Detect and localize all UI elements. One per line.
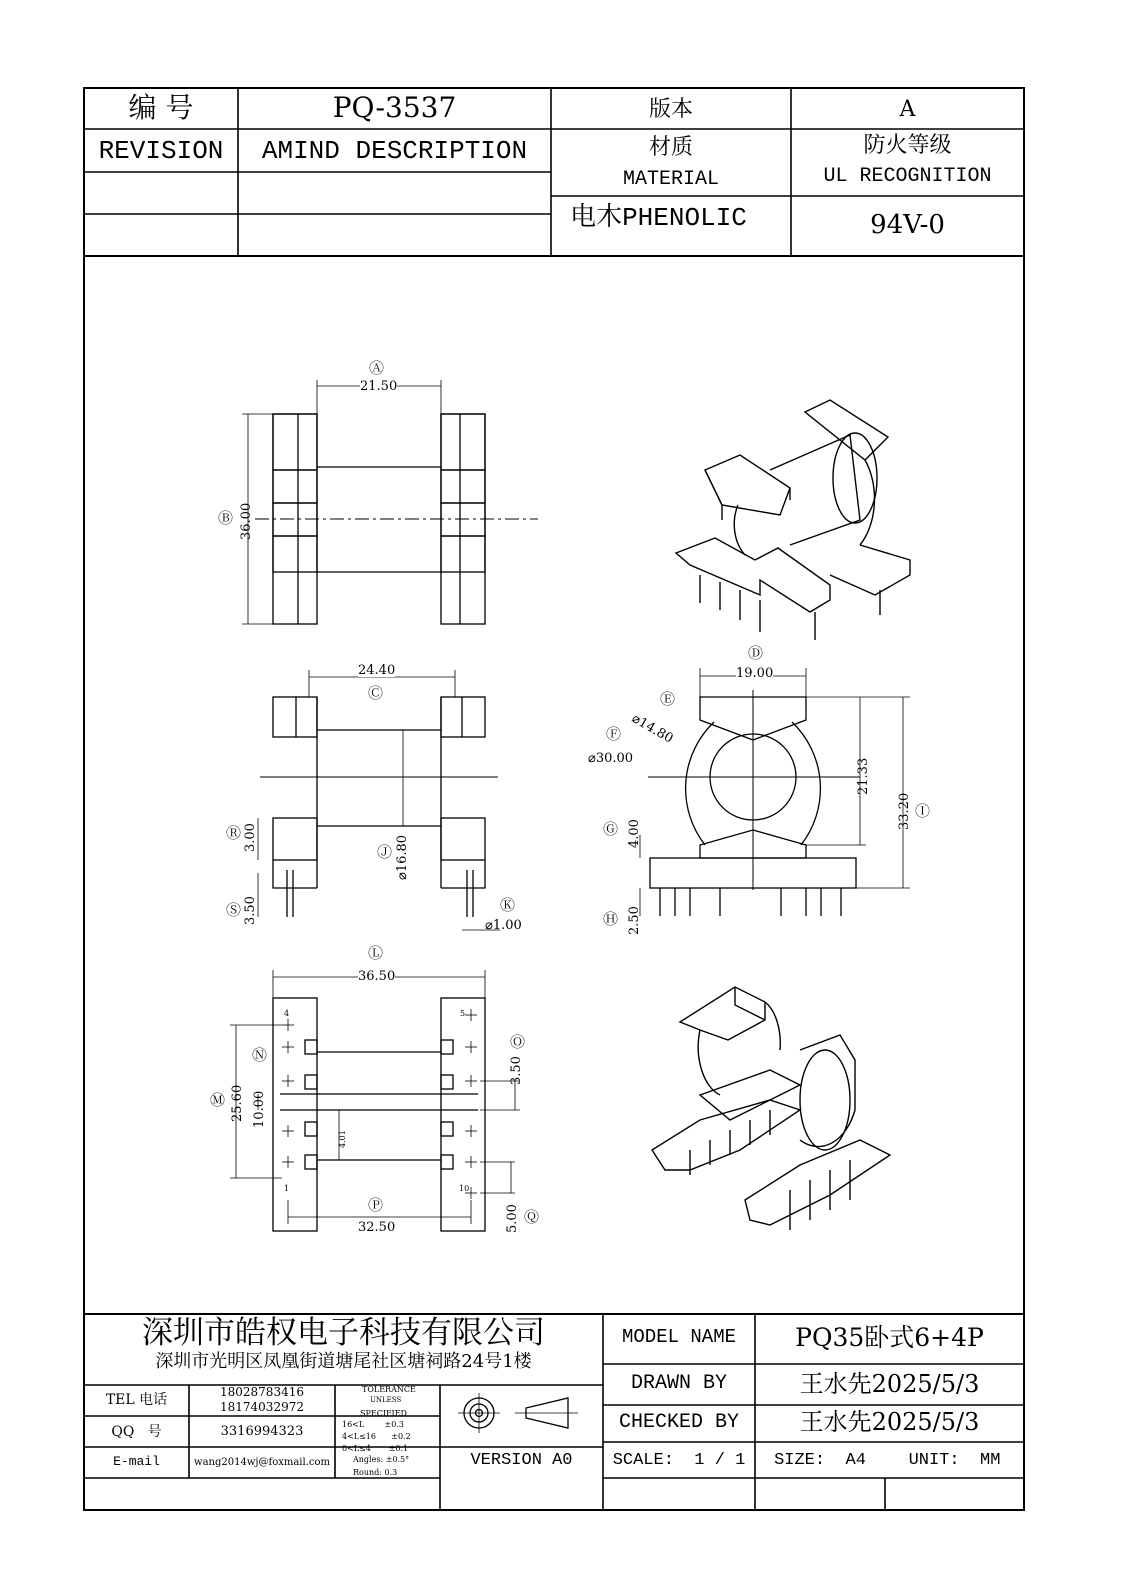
dim-32-50: 32.50 — [358, 1220, 396, 1235]
tolerance-title-1: TOLERANCE — [362, 1385, 416, 1394]
dim-33-20: 33.20 — [897, 792, 912, 830]
email-label: E-mail — [113, 1454, 160, 1469]
isometric-view-bottom — [652, 987, 890, 1230]
callout-f: Ⓕ — [606, 725, 622, 743]
view-front — [258, 670, 500, 930]
view-bottom — [230, 970, 520, 1231]
pin-1: 1 — [284, 1184, 290, 1193]
dim-36-00: 36.00 — [239, 502, 254, 540]
tolerance-title-2: UNLESS — [370, 1396, 402, 1404]
dim-4-01: 4.01 — [338, 1130, 347, 1148]
pin-4: 4 — [284, 1009, 290, 1018]
callout-a: Ⓐ — [369, 359, 385, 377]
fire-value: 94V-0 — [870, 210, 945, 240]
callout-b: Ⓑ — [218, 509, 234, 527]
callout-i: Ⓘ — [915, 802, 931, 820]
email-address: wang2014wj@foxmail.com — [194, 1457, 330, 1468]
dim-dia-16-80: ⌀16.80 — [395, 834, 410, 880]
dim-5-00: 5.00 — [505, 1204, 520, 1233]
callout-d: Ⓓ — [748, 644, 764, 662]
tel-label: TEL 电话 — [105, 1392, 168, 1408]
dim-10-00: 10.00 — [252, 1090, 267, 1128]
dim-3-00: 3.00 — [243, 823, 258, 852]
dim-24-40: 24.40 — [358, 663, 396, 678]
part-number: PQ-3537 — [332, 91, 457, 124]
tolerance-round: Round: 0.3 — [353, 1468, 398, 1477]
dim-4-00: 4.00 — [627, 819, 642, 848]
company-name: 深圳市皓权电子科技有限公司 — [142, 1315, 545, 1351]
material-label-cn: 材质 — [648, 135, 693, 160]
number-label: 编 号 — [128, 91, 194, 124]
model-name-value: PQ35卧式6+4P — [795, 1323, 984, 1352]
company-address: 深圳市光明区凤凰街道塘尾社区塘祠路24号1楼 — [155, 1351, 532, 1372]
sheet-border — [84, 88, 1024, 1510]
version-value: A — [899, 97, 916, 122]
checked-by-value: 王水先2025/5/3 — [799, 1408, 980, 1436]
callout-l: Ⓛ — [368, 944, 384, 962]
drawn-by-label: DRAWN BY — [630, 1372, 727, 1395]
dim-19-00: 19.00 — [736, 666, 774, 681]
callout-p: Ⓟ — [368, 1196, 384, 1214]
callout-h: Ⓗ — [603, 910, 619, 928]
tolerance-row-2: 4<L≤16 ±0.2 — [342, 1432, 411, 1441]
callout-j: Ⓙ — [377, 843, 393, 861]
callout-q: Ⓠ — [524, 1208, 540, 1226]
projection-symbol — [458, 1393, 578, 1433]
dim-25-60: 25.60 — [230, 1084, 245, 1122]
checked-by-label: CHECKED BY — [618, 1411, 740, 1434]
qq-number: 3316994323 — [220, 1424, 304, 1439]
qq-label: QQ 号 — [111, 1424, 162, 1440]
callout-r: Ⓡ — [226, 824, 242, 842]
material-value: 电木PHENOLIC — [570, 203, 747, 233]
tel-number-2: 18174032972 — [220, 1400, 304, 1414]
model-name-label: MODEL NAME — [621, 1326, 737, 1348]
tolerance-angles: Angles: ±0.5° — [353, 1455, 410, 1464]
dim-3-50-b: 3.50 — [509, 1056, 524, 1085]
callout-o: Ⓞ — [510, 1033, 526, 1051]
fire-label-en: UL RECOGNITION — [823, 165, 992, 188]
pin-5: 5 — [460, 1009, 466, 1018]
callout-k: Ⓚ — [500, 896, 516, 914]
dim-21-33: 21.33 — [856, 757, 871, 795]
tel-number-1: 18028783416 — [220, 1385, 304, 1399]
tolerance-title-3: SPECIFIED — [360, 1409, 407, 1418]
version-number: VERSION A0 — [470, 1451, 573, 1470]
dim-dia-1-00: ⌀1.00 — [485, 918, 522, 933]
callout-c: Ⓒ — [368, 684, 384, 702]
view-side — [239, 380, 538, 624]
callout-m: Ⓜ — [210, 1091, 226, 1109]
dim-3-50: 3.50 — [243, 896, 258, 925]
size-text: SIZE: A4 — [774, 1451, 866, 1470]
dim-21-50: 21.50 — [360, 379, 398, 394]
pin-10: 10 — [459, 1184, 470, 1193]
callout-n: Ⓝ — [252, 1046, 268, 1064]
version-label: 版本 — [648, 97, 693, 122]
unit-text: UNIT: MM — [908, 1451, 1001, 1470]
revision-label: REVISION — [98, 136, 224, 166]
amend-label: AMIND DESCRIPTION — [261, 136, 528, 166]
callout-s: Ⓢ — [226, 901, 242, 919]
dim-36-50: 36.50 — [358, 969, 396, 984]
fire-label-cn: 防火等级 — [863, 133, 952, 158]
dim-dia-30-00: ⌀30.00 — [588, 751, 634, 766]
callout-e: Ⓔ — [660, 690, 676, 708]
dim-2-50: 2.50 — [627, 906, 642, 935]
tolerance-row-3: 0<L≤4 ±0.1 — [342, 1444, 409, 1453]
drawn-by-value: 王水先2025/5/3 — [799, 1370, 980, 1398]
material-label-en: MATERIAL — [622, 168, 719, 191]
dim-dia-14-80: ⌀14.80 — [629, 711, 676, 747]
tolerance-row-1: 16<L ±0.3 — [342, 1420, 404, 1429]
callout-g: Ⓖ — [603, 820, 619, 838]
isometric-view-top — [676, 400, 910, 640]
scale-text: SCALE: 1 / 1 — [612, 1451, 746, 1470]
